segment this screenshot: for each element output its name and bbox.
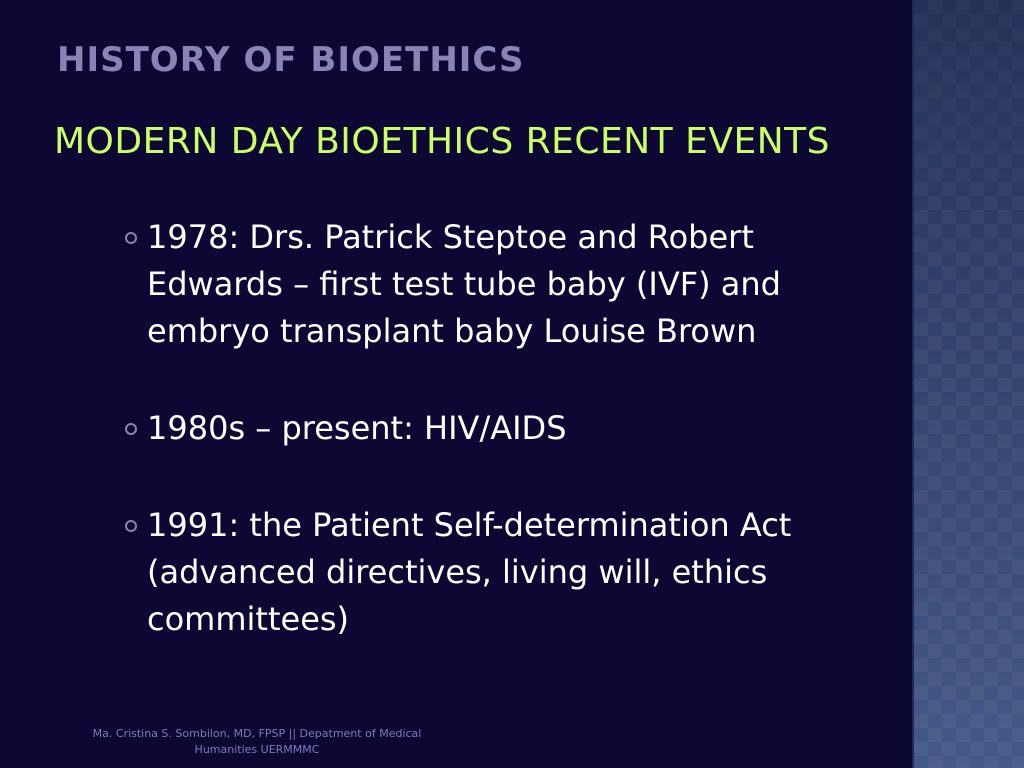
- ring-bullet-icon: [122, 238, 147, 268]
- ring-bullet-icon: [122, 526, 147, 556]
- bullet-item: [122, 405, 882, 452]
- bullet-text: 1980s – present: HIV/AIDS: [147, 409, 567, 447]
- slide-title: HISTORY OF BIOETHICS: [57, 40, 525, 80]
- ring-bullet-icon: [122, 429, 147, 459]
- bullet-list: [122, 214, 882, 693]
- bullet-item: [122, 502, 882, 643]
- slide-subtitle: MODERN DAY BIOETHICS RECENT EVENTS: [54, 121, 831, 162]
- bullet-item: [122, 214, 882, 355]
- decorative-side-panel: [912, 0, 1024, 768]
- slide-footer: Ma. Cristina S. Sombilon, MD, FPSP || Depatment of Medical Humanities UERMMMC: [92, 727, 422, 756]
- bullet-text: 1978: Drs. Patrick Steptoe and Robert Edwards – first test tube baby (IVF) and embryo transplant baby Louise Brown: [147, 218, 781, 350]
- bullet-text: 1991: the Patient Self-determination Act (advanced directives, living will, ethics committees): [147, 506, 792, 638]
